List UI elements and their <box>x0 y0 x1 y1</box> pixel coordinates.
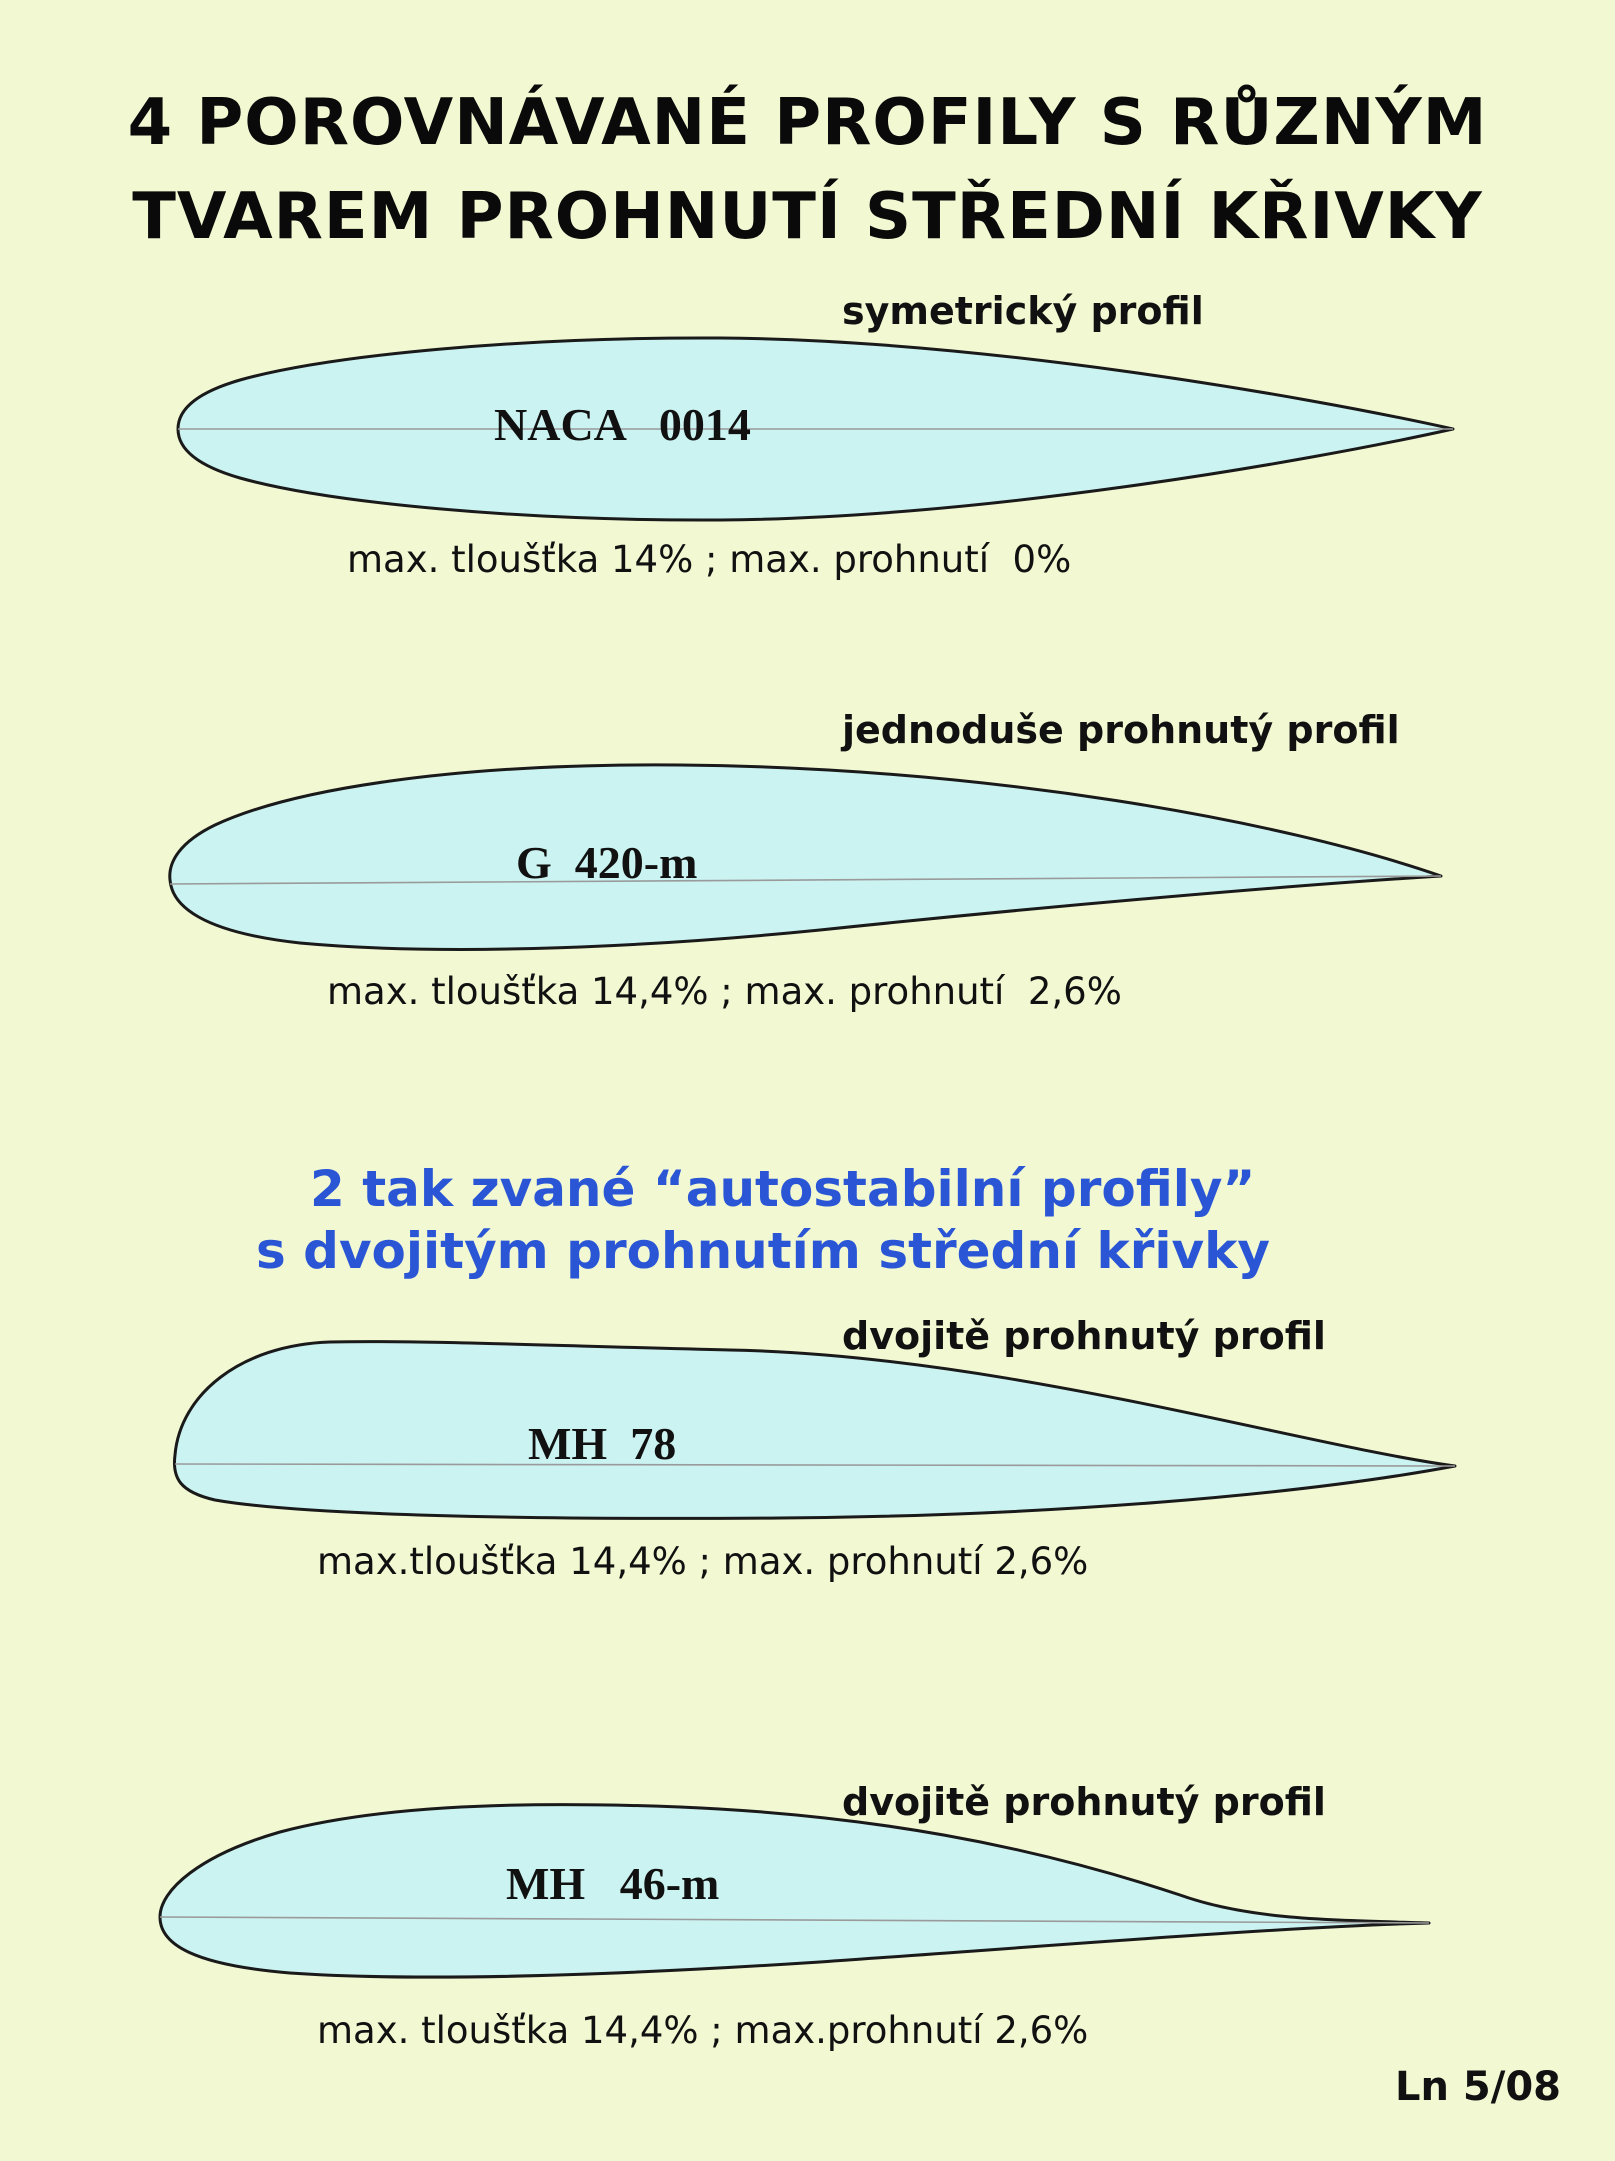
profile-kind-label: dvojitě prohnutý profil <box>842 1780 1326 1824</box>
profile-spec: max. tloušťka 14% ; max. prohnutí 0% <box>347 538 1072 581</box>
profile-kind-label: symetrický profil <box>842 289 1204 333</box>
profile-spec: max. tloušťka 14,4% ; max.prohnutí 2,6% <box>317 2009 1089 2052</box>
airfoil-name: G 420-m <box>516 837 698 888</box>
airfoil-name: MH 78 <box>528 1418 677 1469</box>
airfoil-outline-mh-46-m <box>160 1805 1429 1977</box>
signature: Ln 5/08 <box>1395 2064 1561 2110</box>
airfoil-naca-0014 <box>178 338 1453 520</box>
airfoil-name: MH 46-m <box>506 1858 720 1909</box>
page-title-line-2: TVAREM PROHNUTÍ STŘEDNÍ KŘIVKY <box>132 180 1483 254</box>
page-title-line-1: 4 POROVNÁVANÉ PROFILY S RŮZNÝM <box>127 86 1488 160</box>
profile-kind-label: jednoduše prohnutý profil <box>842 708 1400 752</box>
airfoil-outline-g-420-m <box>170 765 1441 950</box>
airfoil-outline-mh-78 <box>174 1342 1455 1519</box>
airfoil-mh-46-m <box>160 1805 1429 1977</box>
subheading-line-1: 2 tak zvané “autostabilní profily” <box>310 1160 1256 1218</box>
airfoil-mh-78 <box>174 1342 1455 1519</box>
airfoil-name: NACA 0014 <box>494 399 751 450</box>
subheading-line-2: s dvojitým prohnutím střední křivky <box>256 1222 1270 1280</box>
profile-spec: max.tloušťka 14,4% ; max. prohnutí 2,6% <box>317 1540 1089 1583</box>
airfoil-g-420-m <box>170 765 1441 950</box>
profile-kind-label: dvojitě prohnutý profil <box>842 1314 1326 1358</box>
profile-spec: max. tloušťka 14,4% ; max. prohnutí 2,6% <box>327 970 1122 1013</box>
